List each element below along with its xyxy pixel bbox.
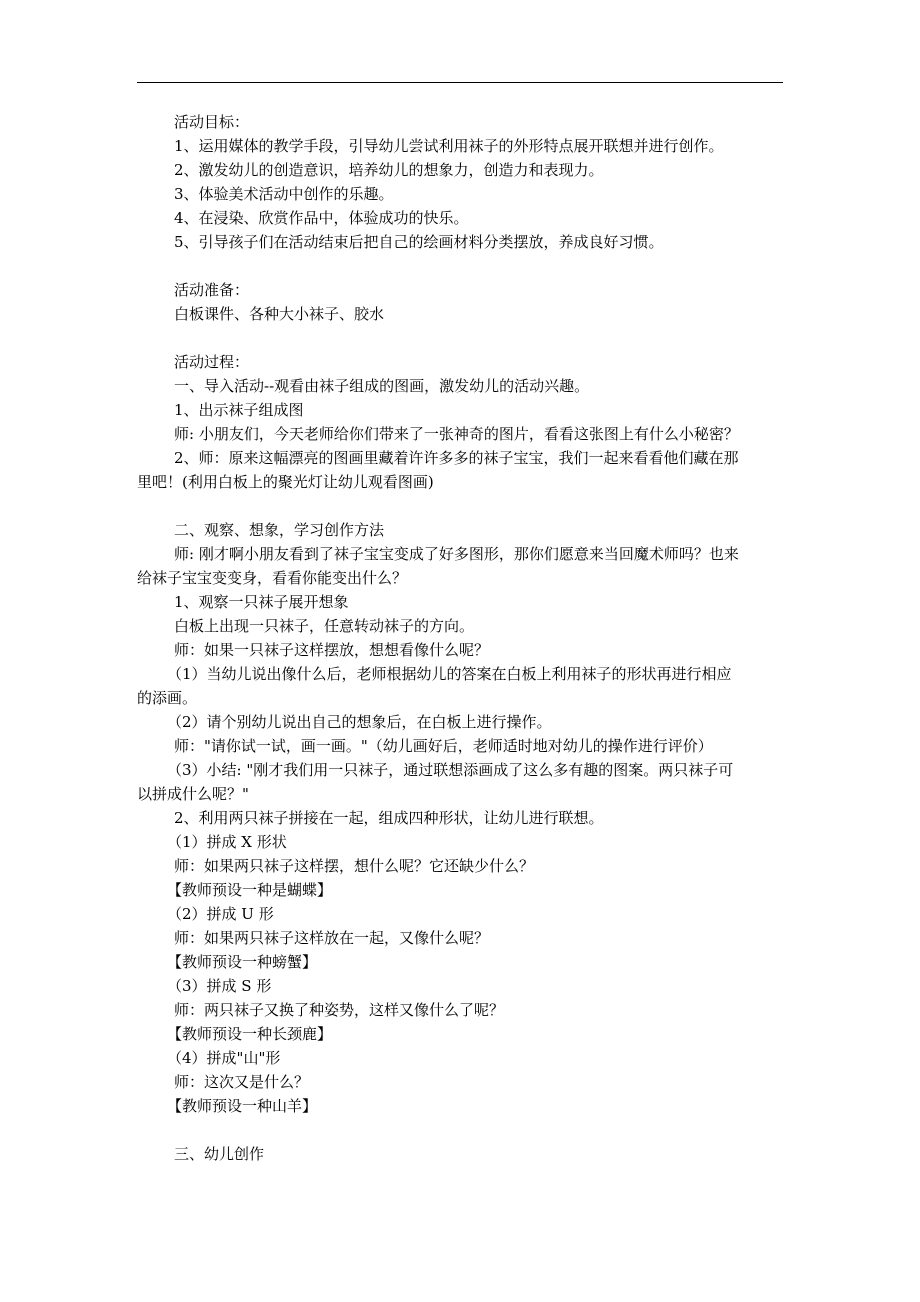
part3-title: 三、幼儿创作 bbox=[174, 1145, 265, 1163]
goal-item: 5、引导孩子们在活动结束后把自己的绘画材料分类摆放，养成良好习惯。 bbox=[174, 233, 664, 251]
paragraph-line: 给袜子宝宝变变身，看看你能变出什么？ bbox=[137, 569, 408, 587]
part2-title: 二、观察、想象，学习创作方法 bbox=[174, 521, 385, 539]
paragraph-line: 白板上出现一只袜子，任意转动袜子的方向。 bbox=[174, 617, 475, 635]
paragraph-line: 师：如果一只袜子这样摆放，想想看像什么呢？ bbox=[174, 641, 490, 659]
paragraph-line: 师："请你试一试，画一画。"（幼儿画好后，老师适时地对幼儿的操作进行评价） bbox=[174, 737, 713, 755]
paragraph-line: （4）拼成"山"形 bbox=[167, 1049, 281, 1067]
paragraph-line: 以拼成什么呢？" bbox=[137, 785, 249, 803]
paragraph-line: 师: 小朋友们，今天老师给你们带来了一张神奇的图片，看看这张图上有什么小秘密？ bbox=[174, 425, 739, 443]
paragraph-line: 2、师：原来这幅漂亮的图画里藏着许许多多的袜子宝宝，我们一起来看看他们藏在那 bbox=[174, 449, 739, 467]
document-body bbox=[137, 110, 785, 1166]
paragraph-line: 的添画。 bbox=[137, 689, 198, 707]
goal-item: 4、在浸染、欣赏作品中，体验成功的快乐。 bbox=[174, 209, 469, 227]
goals-heading: 活动目标： bbox=[174, 113, 250, 131]
paragraph-line: 2、利用两只袜子拼接在一起，组成四种形状，让幼儿进行联想。 bbox=[174, 809, 604, 827]
paragraph-line: 师：如果两只袜子这样摆，想什么呢？它还缺少什么？ bbox=[174, 857, 535, 875]
paragraph-line: 师：两只袜子又换了种姿势，这样又像什么了呢？ bbox=[174, 1001, 505, 1019]
paragraph-line: 【教师预设一种是蝴蝶】 bbox=[167, 881, 333, 899]
paragraph-line: 【教师预设一种螃蟹】 bbox=[167, 953, 318, 971]
paragraph-line: 1、出示袜子组成图 bbox=[174, 401, 304, 419]
paragraph-line: 师：如果两只袜子这样放在一起，又像什么呢？ bbox=[174, 929, 490, 947]
paragraph-line: （3）小结: "刚才我们用一只袜子，通过联想添画成了这么多有趣的图案。两只袜子可 bbox=[167, 761, 734, 779]
paragraph-line: 里吧！(利用白板上的聚光灯让幼儿观看图画) bbox=[137, 473, 434, 491]
paragraph-line: 【教师预设一种长颈鹿】 bbox=[167, 1025, 333, 1043]
prep-text: 白板课件、各种大小袜子、胶水 bbox=[174, 305, 385, 323]
paragraph-line: 师: 刚才啊小朋友看到了袜子宝宝变成了好多图形，那你们愿意来当回魔术师吗？也来 bbox=[174, 545, 739, 563]
paragraph-line: 【教师预设一种山羊】 bbox=[167, 1097, 318, 1115]
paragraph-line: （2）请个别幼儿说出自己的想象后，在白板上进行操作。 bbox=[167, 713, 552, 731]
paragraph-line: （1）当幼儿说出像什么后，老师根据幼儿的答案在白板上利用袜子的形状再进行相应 bbox=[167, 665, 732, 683]
spacer bbox=[137, 1118, 785, 1142]
header-rule bbox=[137, 82, 783, 83]
goal-item: 2、激发幼儿的创造意识，培养幼儿的想象力，创造力和表现力。 bbox=[174, 161, 604, 179]
process-heading: 活动过程： bbox=[174, 353, 250, 371]
spacer bbox=[137, 494, 785, 518]
paragraph-line: 师：这次又是什么？ bbox=[174, 1073, 310, 1091]
spacer bbox=[137, 254, 785, 278]
spacer bbox=[137, 326, 785, 350]
paragraph-line: 1、观察一只袜子展开想象 bbox=[174, 593, 349, 611]
paragraph-line: （1）拼成 X 形状 bbox=[167, 833, 287, 851]
paragraph-line: （2）拼成 U 形 bbox=[167, 905, 274, 923]
goal-item: 1、运用媒体的教学手段，引导幼儿尝试利用袜子的外形特点展开联想并进行创作。 bbox=[174, 137, 724, 155]
prep-heading: 活动准备： bbox=[174, 281, 250, 299]
part1-title: 一、导入活动--观看由袜子组成的图画，激发幼儿的活动兴趣。 bbox=[174, 377, 590, 395]
goal-item: 3、体验美术活动中创作的乐趣。 bbox=[174, 185, 394, 203]
paragraph-line: （3）拼成 S 形 bbox=[167, 977, 272, 995]
